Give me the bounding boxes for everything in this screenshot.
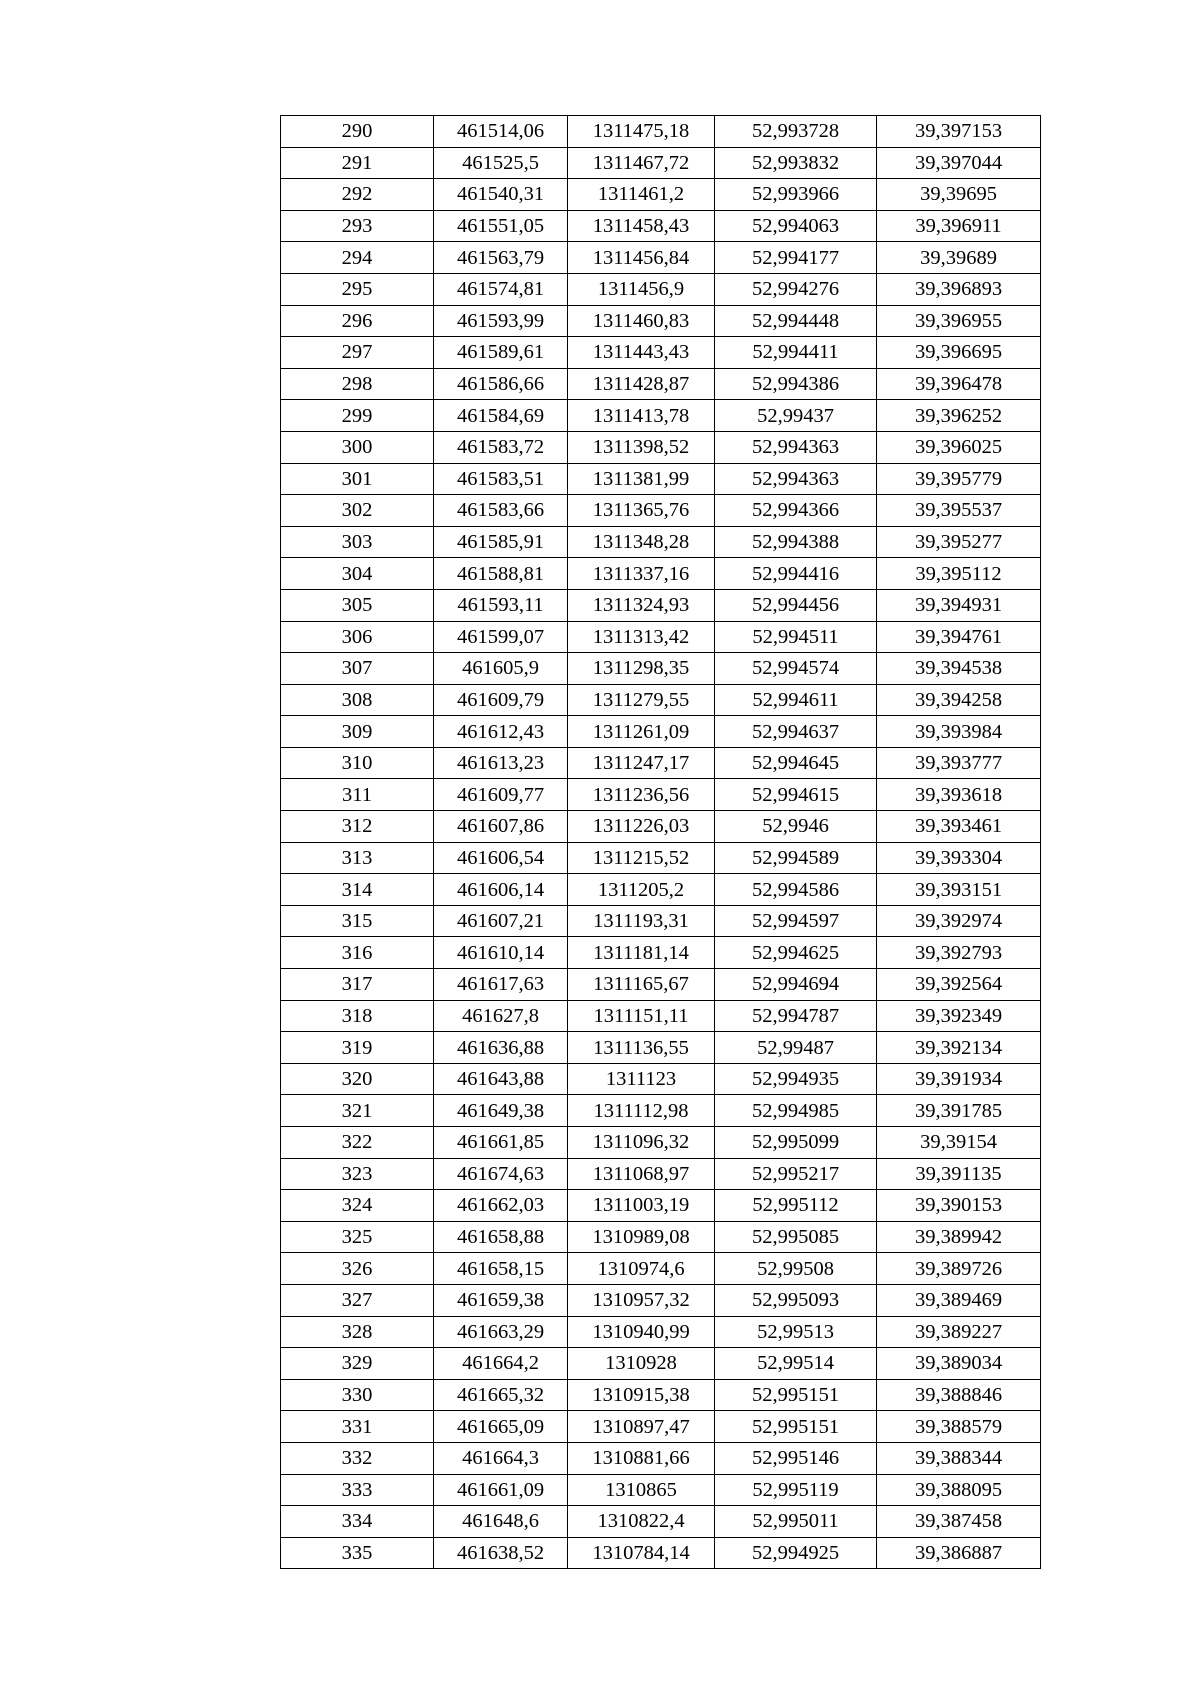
point-number-cell: 303: [281, 526, 434, 558]
longitude-cell: 39,396893: [877, 273, 1041, 305]
x-coordinate-cell: 461658,15: [434, 1253, 568, 1285]
x-coordinate-cell: 461662,03: [434, 1190, 568, 1222]
x-coordinate-cell: 461525,5: [434, 147, 568, 179]
table-row: [281, 1411, 1041, 1443]
y-coordinate-cell: 1310957,32: [568, 1284, 715, 1316]
latitude-cell: 52,99513: [715, 1316, 877, 1348]
x-coordinate-cell: 461658,88: [434, 1221, 568, 1253]
point-number-cell: 295: [281, 273, 434, 305]
point-number-cell: 312: [281, 811, 434, 843]
y-coordinate-cell: 1311151,11: [568, 1000, 715, 1032]
latitude-cell: 52,994586: [715, 874, 877, 906]
y-coordinate-cell: 1311428,87: [568, 368, 715, 400]
x-coordinate-cell: 461593,11: [434, 589, 568, 621]
x-coordinate-cell: 461605,9: [434, 653, 568, 685]
point-number-cell: 321: [281, 1095, 434, 1127]
latitude-cell: 52,9946: [715, 811, 877, 843]
latitude-cell: 52,994448: [715, 305, 877, 337]
latitude-cell: 52,994386: [715, 368, 877, 400]
y-coordinate-cell: 1311165,67: [568, 969, 715, 1001]
latitude-cell: 52,995151: [715, 1411, 877, 1443]
point-number-cell: 292: [281, 179, 434, 211]
y-coordinate-cell: 1310784,14: [568, 1537, 715, 1569]
x-coordinate-cell: 461551,05: [434, 210, 568, 242]
point-number-cell: 293: [281, 210, 434, 242]
latitude-cell: 52,994597: [715, 905, 877, 937]
latitude-cell: 52,995151: [715, 1379, 877, 1411]
y-coordinate-cell: 1311458,43: [568, 210, 715, 242]
latitude-cell: 52,995099: [715, 1127, 877, 1159]
point-number-cell: 329: [281, 1348, 434, 1380]
point-number-cell: 320: [281, 1063, 434, 1095]
longitude-cell: 39,388344: [877, 1442, 1041, 1474]
latitude-cell: 52,994416: [715, 558, 877, 590]
longitude-cell: 39,387458: [877, 1506, 1041, 1538]
x-coordinate-cell: 461583,66: [434, 495, 568, 527]
latitude-cell: 52,994411: [715, 337, 877, 369]
longitude-cell: 39,396955: [877, 305, 1041, 337]
table-row: [281, 242, 1041, 274]
table-row: [281, 779, 1041, 811]
latitude-cell: 52,994063: [715, 210, 877, 242]
table-row: [281, 589, 1041, 621]
table-row: [281, 1316, 1041, 1348]
latitude-cell: 52,994611: [715, 684, 877, 716]
table-row: [281, 1063, 1041, 1095]
x-coordinate-cell: 461661,85: [434, 1127, 568, 1159]
longitude-cell: 39,388579: [877, 1411, 1041, 1443]
table-row: [281, 1095, 1041, 1127]
y-coordinate-cell: 1311181,14: [568, 937, 715, 969]
latitude-cell: 52,994935: [715, 1063, 877, 1095]
y-coordinate-cell: 1310928: [568, 1348, 715, 1380]
y-coordinate-cell: 1310915,38: [568, 1379, 715, 1411]
point-number-cell: 323: [281, 1158, 434, 1190]
y-coordinate-cell: 1311226,03: [568, 811, 715, 843]
latitude-cell: 52,995119: [715, 1474, 877, 1506]
latitude-cell: 52,994366: [715, 495, 877, 527]
point-number-cell: 335: [281, 1537, 434, 1569]
table-row: [281, 1221, 1041, 1253]
table-row: [281, 305, 1041, 337]
longitude-cell: 39,389942: [877, 1221, 1041, 1253]
table-row: [281, 1379, 1041, 1411]
longitude-cell: 39,39689: [877, 242, 1041, 274]
latitude-cell: 52,994694: [715, 969, 877, 1001]
table-row: [281, 1442, 1041, 1474]
y-coordinate-cell: 1311348,28: [568, 526, 715, 558]
longitude-cell: 39,392134: [877, 1032, 1041, 1064]
y-coordinate-cell: 1311205,2: [568, 874, 715, 906]
table-row: [281, 400, 1041, 432]
x-coordinate-cell: 461583,51: [434, 463, 568, 495]
latitude-cell: 52,994615: [715, 779, 877, 811]
y-coordinate-cell: 1311398,52: [568, 431, 715, 463]
point-number-cell: 300: [281, 431, 434, 463]
x-coordinate-cell: 461659,38: [434, 1284, 568, 1316]
longitude-cell: 39,395277: [877, 526, 1041, 558]
x-coordinate-cell: 461607,86: [434, 811, 568, 843]
table-row: [281, 179, 1041, 211]
table-row: [281, 463, 1041, 495]
longitude-cell: 39,393618: [877, 779, 1041, 811]
longitude-cell: 39,394258: [877, 684, 1041, 716]
y-coordinate-cell: 1311413,78: [568, 400, 715, 432]
x-coordinate-cell: 461585,91: [434, 526, 568, 558]
x-coordinate-cell: 461674,63: [434, 1158, 568, 1190]
longitude-cell: 39,39154: [877, 1127, 1041, 1159]
table-row: [281, 874, 1041, 906]
longitude-cell: 39,39695: [877, 179, 1041, 211]
x-coordinate-cell: 461607,21: [434, 905, 568, 937]
table-row: [281, 337, 1041, 369]
x-coordinate-cell: 461583,72: [434, 431, 568, 463]
y-coordinate-cell: 1311261,09: [568, 716, 715, 748]
table-row: [281, 811, 1041, 843]
latitude-cell: 52,99437: [715, 400, 877, 432]
longitude-cell: 39,394538: [877, 653, 1041, 685]
point-number-cell: 332: [281, 1442, 434, 1474]
y-coordinate-cell: 1310822,4: [568, 1506, 715, 1538]
point-number-cell: 297: [281, 337, 434, 369]
x-coordinate-cell: 461617,63: [434, 969, 568, 1001]
x-coordinate-cell: 461563,79: [434, 242, 568, 274]
table-row: [281, 1506, 1041, 1538]
point-number-cell: 301: [281, 463, 434, 495]
longitude-cell: 39,388846: [877, 1379, 1041, 1411]
y-coordinate-cell: 1311136,55: [568, 1032, 715, 1064]
longitude-cell: 39,389469: [877, 1284, 1041, 1316]
y-coordinate-cell: 1311460,83: [568, 305, 715, 337]
latitude-cell: 52,99514: [715, 1348, 877, 1380]
table-row: [281, 1127, 1041, 1159]
point-number-cell: 299: [281, 400, 434, 432]
longitude-cell: 39,389726: [877, 1253, 1041, 1285]
x-coordinate-cell: 461540,31: [434, 179, 568, 211]
y-coordinate-cell: 1311096,32: [568, 1127, 715, 1159]
latitude-cell: 52,994645: [715, 747, 877, 779]
longitude-cell: 39,397044: [877, 147, 1041, 179]
table-row: [281, 116, 1041, 148]
point-number-cell: 305: [281, 589, 434, 621]
x-coordinate-cell: 461606,14: [434, 874, 568, 906]
latitude-cell: 52,99508: [715, 1253, 877, 1285]
longitude-cell: 39,392564: [877, 969, 1041, 1001]
y-coordinate-cell: 1310974,6: [568, 1253, 715, 1285]
x-coordinate-cell: 461609,79: [434, 684, 568, 716]
longitude-cell: 39,393304: [877, 842, 1041, 874]
point-number-cell: 325: [281, 1221, 434, 1253]
table-row: [281, 368, 1041, 400]
y-coordinate-cell: 1311443,43: [568, 337, 715, 369]
latitude-cell: 52,994625: [715, 937, 877, 969]
longitude-cell: 39,390153: [877, 1190, 1041, 1222]
table-row: [281, 1190, 1041, 1222]
coordinates-table: [280, 115, 1041, 1569]
point-number-cell: 306: [281, 621, 434, 653]
latitude-cell: 52,995112: [715, 1190, 877, 1222]
longitude-cell: 39,393777: [877, 747, 1041, 779]
x-coordinate-cell: 461588,81: [434, 558, 568, 590]
x-coordinate-cell: 461636,88: [434, 1032, 568, 1064]
y-coordinate-cell: 1311467,72: [568, 147, 715, 179]
point-number-cell: 322: [281, 1127, 434, 1159]
y-coordinate-cell: 1310881,66: [568, 1442, 715, 1474]
latitude-cell: 52,994574: [715, 653, 877, 685]
longitude-cell: 39,392349: [877, 1000, 1041, 1032]
x-coordinate-cell: 461584,69: [434, 400, 568, 432]
y-coordinate-cell: 1311003,19: [568, 1190, 715, 1222]
latitude-cell: 52,995011: [715, 1506, 877, 1538]
longitude-cell: 39,394761: [877, 621, 1041, 653]
x-coordinate-cell: 461649,38: [434, 1095, 568, 1127]
x-coordinate-cell: 461610,14: [434, 937, 568, 969]
longitude-cell: 39,396252: [877, 400, 1041, 432]
x-coordinate-cell: 461661,09: [434, 1474, 568, 1506]
table-row: [281, 431, 1041, 463]
point-number-cell: 317: [281, 969, 434, 1001]
latitude-cell: 52,994276: [715, 273, 877, 305]
y-coordinate-cell: 1311313,42: [568, 621, 715, 653]
longitude-cell: 39,391934: [877, 1063, 1041, 1095]
longitude-cell: 39,396478: [877, 368, 1041, 400]
table-row: [281, 1000, 1041, 1032]
longitude-cell: 39,386887: [877, 1537, 1041, 1569]
table-row: [281, 1348, 1041, 1380]
point-number-cell: 307: [281, 653, 434, 685]
point-number-cell: 327: [281, 1284, 434, 1316]
y-coordinate-cell: 1310897,47: [568, 1411, 715, 1443]
y-coordinate-cell: 1311236,56: [568, 779, 715, 811]
table-row: [281, 716, 1041, 748]
x-coordinate-cell: 461589,61: [434, 337, 568, 369]
point-number-cell: 302: [281, 495, 434, 527]
x-coordinate-cell: 461664,2: [434, 1348, 568, 1380]
point-number-cell: 298: [281, 368, 434, 400]
point-number-cell: 331: [281, 1411, 434, 1443]
longitude-cell: 39,395112: [877, 558, 1041, 590]
longitude-cell: 39,393984: [877, 716, 1041, 748]
point-number-cell: 324: [281, 1190, 434, 1222]
longitude-cell: 39,397153: [877, 116, 1041, 148]
longitude-cell: 39,395779: [877, 463, 1041, 495]
table-row: [281, 558, 1041, 590]
latitude-cell: 52,99487: [715, 1032, 877, 1064]
y-coordinate-cell: 1311456,84: [568, 242, 715, 274]
x-coordinate-cell: 461643,88: [434, 1063, 568, 1095]
table-row: [281, 937, 1041, 969]
longitude-cell: 39,396695: [877, 337, 1041, 369]
latitude-cell: 52,993728: [715, 116, 877, 148]
longitude-cell: 39,391785: [877, 1095, 1041, 1127]
x-coordinate-cell: 461599,07: [434, 621, 568, 653]
x-coordinate-cell: 461648,6: [434, 1506, 568, 1538]
table-row: [281, 495, 1041, 527]
latitude-cell: 52,993966: [715, 179, 877, 211]
point-number-cell: 313: [281, 842, 434, 874]
y-coordinate-cell: 1311193,31: [568, 905, 715, 937]
point-number-cell: 290: [281, 116, 434, 148]
point-number-cell: 326: [281, 1253, 434, 1285]
y-coordinate-cell: 1311068,97: [568, 1158, 715, 1190]
x-coordinate-cell: 461606,54: [434, 842, 568, 874]
latitude-cell: 52,995085: [715, 1221, 877, 1253]
table-row: [281, 1284, 1041, 1316]
table-row: [281, 653, 1041, 685]
table-row: [281, 1537, 1041, 1569]
table-row: [281, 210, 1041, 242]
y-coordinate-cell: 1311337,16: [568, 558, 715, 590]
point-number-cell: 291: [281, 147, 434, 179]
longitude-cell: 39,395537: [877, 495, 1041, 527]
x-coordinate-cell: 461574,81: [434, 273, 568, 305]
latitude-cell: 52,994363: [715, 463, 877, 495]
y-coordinate-cell: 1311475,18: [568, 116, 715, 148]
y-coordinate-cell: 1311298,35: [568, 653, 715, 685]
longitude-cell: 39,389034: [877, 1348, 1041, 1380]
y-coordinate-cell: 1310940,99: [568, 1316, 715, 1348]
y-coordinate-cell: 1311279,55: [568, 684, 715, 716]
point-number-cell: 333: [281, 1474, 434, 1506]
longitude-cell: 39,388095: [877, 1474, 1041, 1506]
y-coordinate-cell: 1311324,93: [568, 589, 715, 621]
y-coordinate-cell: 1311456,9: [568, 273, 715, 305]
point-number-cell: 311: [281, 779, 434, 811]
x-coordinate-cell: 461514,06: [434, 116, 568, 148]
point-number-cell: 319: [281, 1032, 434, 1064]
point-number-cell: 314: [281, 874, 434, 906]
x-coordinate-cell: 461665,09: [434, 1411, 568, 1443]
x-coordinate-cell: 461612,43: [434, 716, 568, 748]
table-row: [281, 747, 1041, 779]
x-coordinate-cell: 461613,23: [434, 747, 568, 779]
table-row: [281, 1158, 1041, 1190]
y-coordinate-cell: 1311215,52: [568, 842, 715, 874]
point-number-cell: 315: [281, 905, 434, 937]
x-coordinate-cell: 461609,77: [434, 779, 568, 811]
x-coordinate-cell: 461593,99: [434, 305, 568, 337]
y-coordinate-cell: 1311247,17: [568, 747, 715, 779]
point-number-cell: 310: [281, 747, 434, 779]
x-coordinate-cell: 461586,66: [434, 368, 568, 400]
latitude-cell: 52,994363: [715, 431, 877, 463]
latitude-cell: 52,994787: [715, 1000, 877, 1032]
point-number-cell: 334: [281, 1506, 434, 1538]
latitude-cell: 52,994985: [715, 1095, 877, 1127]
point-number-cell: 330: [281, 1379, 434, 1411]
latitude-cell: 52,994589: [715, 842, 877, 874]
longitude-cell: 39,396911: [877, 210, 1041, 242]
longitude-cell: 39,394931: [877, 589, 1041, 621]
latitude-cell: 52,994388: [715, 526, 877, 558]
point-number-cell: 318: [281, 1000, 434, 1032]
longitude-cell: 39,392793: [877, 937, 1041, 969]
y-coordinate-cell: 1311123: [568, 1063, 715, 1095]
point-number-cell: 308: [281, 684, 434, 716]
table-row: [281, 273, 1041, 305]
table-row: [281, 969, 1041, 1001]
table-row: [281, 842, 1041, 874]
point-number-cell: 294: [281, 242, 434, 274]
latitude-cell: 52,995217: [715, 1158, 877, 1190]
point-number-cell: 309: [281, 716, 434, 748]
longitude-cell: 39,391135: [877, 1158, 1041, 1190]
latitude-cell: 52,994511: [715, 621, 877, 653]
y-coordinate-cell: 1311112,98: [568, 1095, 715, 1127]
x-coordinate-cell: 461664,3: [434, 1442, 568, 1474]
x-coordinate-cell: 461665,32: [434, 1379, 568, 1411]
y-coordinate-cell: 1311365,76: [568, 495, 715, 527]
latitude-cell: 52,994925: [715, 1537, 877, 1569]
coordinates-table-body: [281, 116, 1041, 1569]
table-row: [281, 526, 1041, 558]
point-number-cell: 304: [281, 558, 434, 590]
x-coordinate-cell: 461663,29: [434, 1316, 568, 1348]
longitude-cell: 39,393151: [877, 874, 1041, 906]
latitude-cell: 52,994177: [715, 242, 877, 274]
table-row: [281, 1032, 1041, 1064]
latitude-cell: 52,993832: [715, 147, 877, 179]
table-row: [281, 905, 1041, 937]
table-row: [281, 1253, 1041, 1285]
y-coordinate-cell: 1310865: [568, 1474, 715, 1506]
longitude-cell: 39,392974: [877, 905, 1041, 937]
longitude-cell: 39,389227: [877, 1316, 1041, 1348]
table-row: [281, 621, 1041, 653]
x-coordinate-cell: 461627,8: [434, 1000, 568, 1032]
longitude-cell: 39,396025: [877, 431, 1041, 463]
latitude-cell: 52,994456: [715, 589, 877, 621]
longitude-cell: 39,393461: [877, 811, 1041, 843]
latitude-cell: 52,995146: [715, 1442, 877, 1474]
y-coordinate-cell: 1311381,99: [568, 463, 715, 495]
table-row: [281, 1474, 1041, 1506]
table-row: [281, 684, 1041, 716]
y-coordinate-cell: 1310989,08: [568, 1221, 715, 1253]
point-number-cell: 328: [281, 1316, 434, 1348]
x-coordinate-cell: 461638,52: [434, 1537, 568, 1569]
point-number-cell: 296: [281, 305, 434, 337]
table-row: [281, 147, 1041, 179]
latitude-cell: 52,995093: [715, 1284, 877, 1316]
y-coordinate-cell: 1311461,2: [568, 179, 715, 211]
latitude-cell: 52,994637: [715, 716, 877, 748]
point-number-cell: 316: [281, 937, 434, 969]
